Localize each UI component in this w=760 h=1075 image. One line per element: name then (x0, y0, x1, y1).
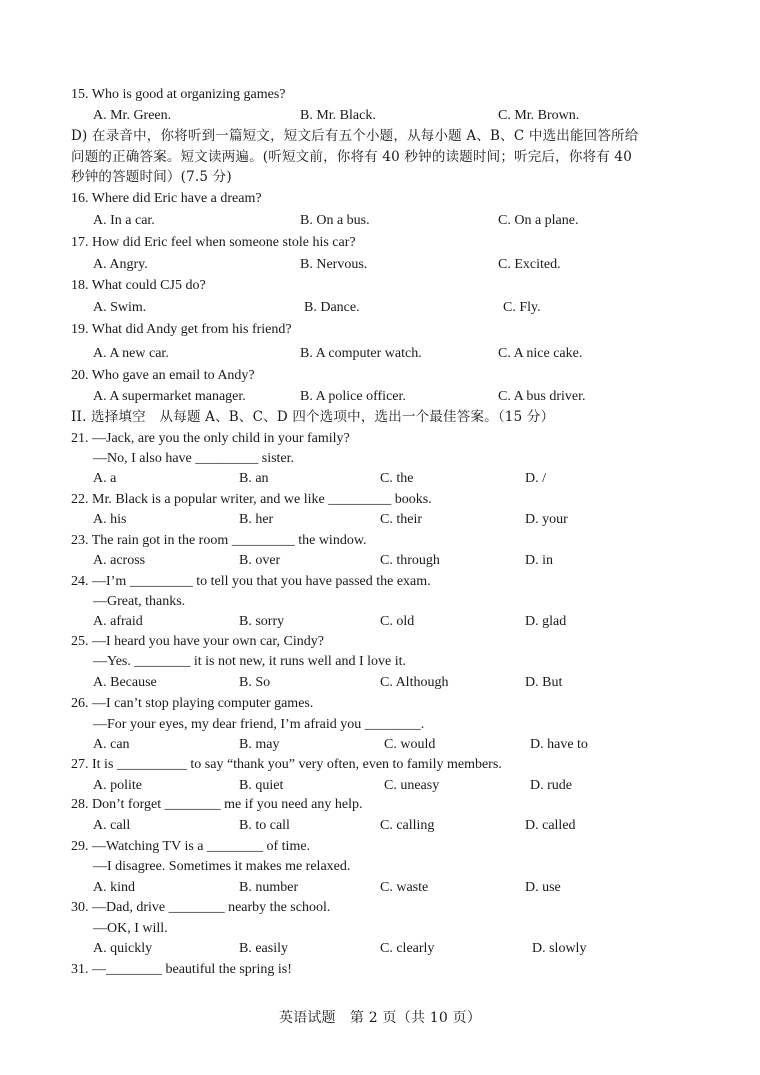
q18-stem: 18. What could CJ5 do? (71, 278, 206, 293)
q15-option-a: A. Mr. Green. (93, 108, 172, 123)
q17-option-b: B. Nervous. (300, 257, 368, 272)
q15-option-b: B. Mr. Black. (300, 108, 376, 123)
q24-stem-reply: —Great, thanks. (93, 594, 186, 609)
q30-option-a: A. quickly (93, 941, 153, 956)
q19-option-b: B. A computer watch. (300, 346, 422, 361)
section-d-instruction-line3: 秒钟的答题时间）(7.5 分) (71, 169, 232, 185)
q30-stem: 30. —Dad, drive ________ nearby the school. (71, 900, 331, 915)
q23-option-b: B. over (239, 553, 281, 568)
q30-stem-reply: —OK, I will. (93, 921, 168, 936)
q21-option-b: B. an (239, 471, 269, 486)
q16-stem: 16. Where did Eric have a dream? (71, 191, 262, 206)
q23-stem: 23. The rain got in the room _________ the window. (71, 533, 367, 548)
q17-option-c: C. Excited. (498, 257, 561, 272)
page-footer: 英语试题 第 2 页（共 10 页） (278, 1010, 482, 1026)
q24-option-d: D. glad (525, 614, 567, 629)
q21-stem-reply: —No, I also have _________ sister. (93, 451, 295, 466)
q31-stem: 31. —________ beautiful the spring is! (71, 962, 292, 977)
q21-option-c: C. the (380, 471, 414, 486)
q29-option-d: D. use (525, 880, 561, 895)
q22-option-c: C. their (380, 512, 422, 527)
q29-option-a: A. kind (93, 880, 135, 895)
q29-option-b: B. number (239, 880, 299, 895)
q28-option-a: A. call (93, 818, 131, 833)
q20-option-c: C. A bus driver. (498, 389, 586, 404)
q18-option-a: A. Swim. (93, 300, 147, 315)
q21-option-a: A. a (93, 471, 117, 486)
q24-stem: 24. —I’m _________ to tell you that you have passed the exam. (71, 574, 431, 589)
q30-option-b: B. easily (239, 941, 288, 956)
q15-stem: 15. Who is good at organizing games? (71, 87, 286, 102)
q28-option-b: B. to call (239, 818, 290, 833)
q26-stem-reply: —For your eyes, my dear friend, I’m afraid you ________. (93, 717, 425, 732)
q19-stem: 19. What did Andy get from his friend? (71, 322, 292, 337)
q24-option-b: B. sorry (239, 614, 285, 629)
q29-stem-reply: —I disagree. Sometimes it makes me relaxed. (93, 859, 351, 874)
q22-option-d: D. your (525, 512, 568, 527)
q23-option-d: D. in (525, 553, 553, 568)
q19-option-a: A. A new car. (93, 346, 169, 361)
q27-option-d: D. rude (530, 778, 572, 793)
q21-option-d: D. / (525, 471, 546, 486)
q27-option-a: A. polite (93, 778, 142, 793)
q25-option-c: C. Although (380, 675, 449, 690)
q26-option-a: A. can (93, 737, 130, 752)
q20-option-b: B. A police officer. (300, 389, 406, 404)
q28-stem: 28. Don’t forget ________ me if you need any help. (71, 797, 363, 812)
q18-option-b: B. Dance. (304, 300, 360, 315)
q29-option-c: C. waste (380, 880, 429, 895)
q30-option-d: D. slowly (532, 941, 587, 956)
section-ii-title: II. 选择填空 从每题 A、B、C、D 四个选项中，选出一个最佳答案。（15 分） (71, 409, 555, 425)
q16-option-a: A. In a car. (93, 213, 155, 228)
q23-option-c: C. through (380, 553, 440, 568)
q22-option-b: B. her (239, 512, 274, 527)
q27-option-b: B. quiet (239, 778, 284, 793)
q26-option-c: C. would (384, 737, 436, 752)
q24-option-a: A. afraid (93, 614, 143, 629)
q17-option-a: A. Angry. (93, 257, 148, 272)
q26-option-d: D. have to (530, 737, 588, 752)
q26-stem: 26. —I can’t stop playing computer games. (71, 696, 314, 711)
q25-option-a: A. Because (93, 675, 157, 690)
q28-option-c: C. calling (380, 818, 435, 833)
section-d-instruction-line2: 问题的正确答案。短文读两遍。(听短文前，你将有 40 秒钟的读题时间；听完后，你将有 40 (71, 149, 632, 165)
q16-option-c: C. On a plane. (498, 213, 579, 228)
q28-option-d: D. called (525, 818, 576, 833)
q23-option-a: A. across (93, 553, 146, 568)
q27-stem: 27. It is __________ to say “thank you” very often, even to family members. (71, 757, 502, 772)
q20-option-a: A. A supermarket manager. (93, 389, 246, 404)
q21-stem: 21. —Jack, are you the only child in your family? (71, 431, 350, 446)
q19-option-c: C. A nice cake. (498, 346, 583, 361)
q29-stem: 29. —Watching TV is a ________ of time. (71, 839, 311, 854)
q22-option-a: A. his (93, 512, 127, 527)
q25-stem: 25. —I heard you have your own car, Cindy? (71, 634, 324, 649)
q15-option-c: C. Mr. Brown. (498, 108, 580, 123)
q25-stem-reply: —Yes. ________ it is not new, it runs well and I love it. (93, 654, 407, 669)
q24-option-c: C. old (380, 614, 415, 629)
q18-option-c: C. Fly. (503, 300, 541, 315)
q26-option-b: B. may (239, 737, 280, 752)
q20-stem: 20. Who gave an email to Andy? (71, 368, 255, 383)
q22-stem: 22. Mr. Black is a popular writer, and we like _________ books. (71, 492, 432, 507)
section-d-instruction-line1: D) 在录音中，你将听到一篇短文，短文后有五个小题，从每小题 A、B、C 中选出能回答所给 (71, 128, 639, 144)
q25-option-b: B. So (239, 675, 271, 690)
q25-option-d: D. But (525, 675, 563, 690)
q30-option-c: C. clearly (380, 941, 435, 956)
q27-option-c: C. uneasy (384, 778, 440, 793)
q17-stem: 17. How did Eric feel when someone stole his car? (71, 235, 356, 250)
q16-option-b: B. On a bus. (300, 213, 370, 228)
